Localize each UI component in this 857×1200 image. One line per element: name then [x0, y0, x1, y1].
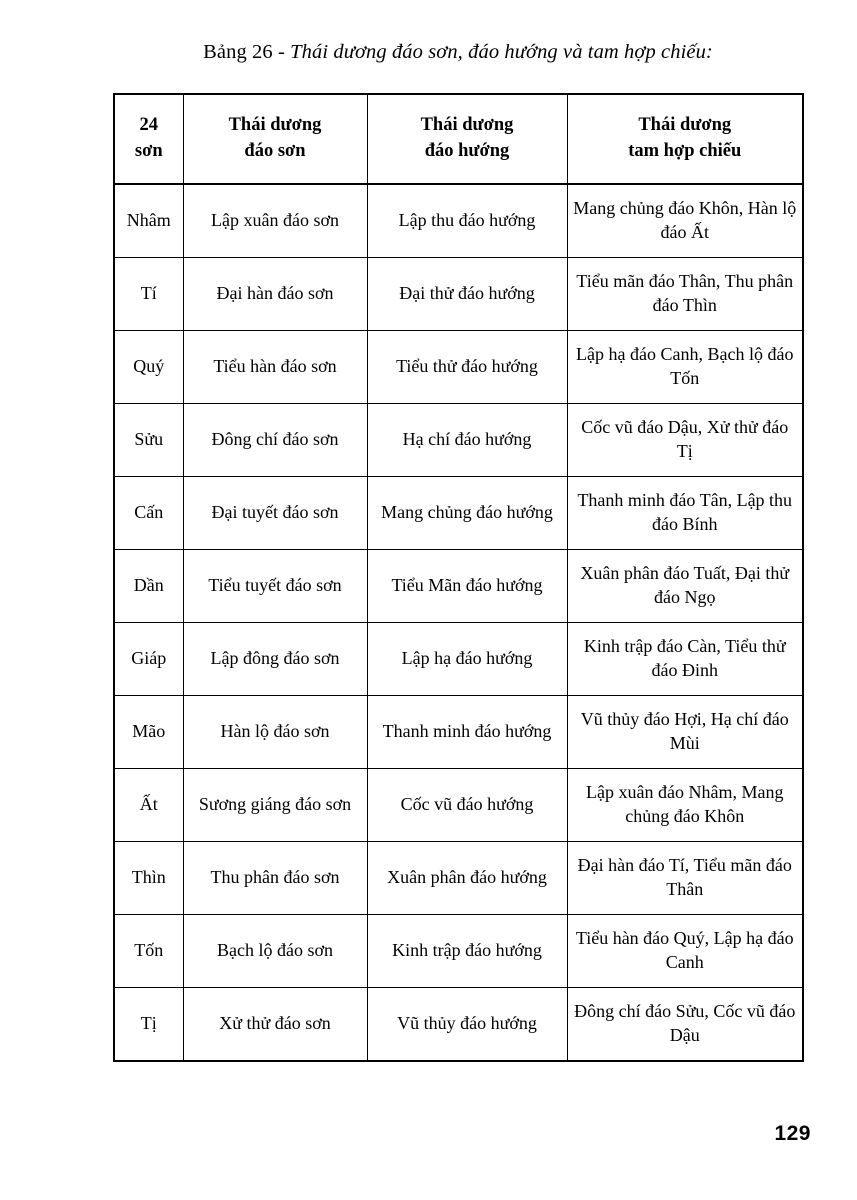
cell-tam-hop-chieu: Đông chí đáo Sửu, Cốc vũ đáo Dậu [567, 988, 803, 1062]
column-header-son [114, 94, 183, 184]
cell-son: Giáp [114, 623, 183, 696]
cell-dao-son: Bạch lộ đáo sơn [183, 915, 367, 988]
table-row [114, 184, 803, 258]
cell-dao-huong: Vũ thủy đáo hướng [367, 988, 567, 1062]
column-header-dao-huong [367, 94, 567, 184]
cell-tam-hop-chieu: Cốc vũ đáo Dậu, Xử thử đáo Tị [567, 404, 803, 477]
cell-son: Thìn [114, 842, 183, 915]
cell-tam-hop-chieu: Mang chủng đáo Khôn, Hàn lộ đáo Ất [567, 184, 803, 258]
table-row [114, 915, 803, 988]
cell-tam-hop-chieu: Thanh minh đáo Tân, Lập thu đáo Bính [567, 477, 803, 550]
table-row [114, 769, 803, 842]
cell-dao-huong: Kinh trập đáo hướng [367, 915, 567, 988]
cell-dao-son: Sương giáng đáo sơn [183, 769, 367, 842]
cell-dao-huong: Hạ chí đáo hướng [367, 404, 567, 477]
cell-dao-huong: Thanh minh đáo hướng [367, 696, 567, 769]
cell-dao-huong: Tiểu thử đáo hướng [367, 331, 567, 404]
cell-son: Tí [114, 258, 183, 331]
table-header-row [114, 94, 803, 184]
cell-dao-son: Lập đông đáo sơn [183, 623, 367, 696]
cell-son: Tị [114, 988, 183, 1062]
cell-dao-son: Đại hàn đáo sơn [183, 258, 367, 331]
cell-tam-hop-chieu: Vũ thủy đáo Hợi, Hạ chí đáo Mùi [567, 696, 803, 769]
cell-dao-huong: Cốc vũ đáo hướng [367, 769, 567, 842]
cell-dao-huong: Tiểu Mãn đáo hướng [367, 550, 567, 623]
column-header-son-line1: 24 [139, 115, 158, 136]
table-caption-title: Thái dương đáo sơn, đáo hướng và tam hợp chiếu: [290, 41, 713, 63]
cell-dao-huong: Mang chủng đáo hướng [367, 477, 567, 550]
cell-son: Sửu [114, 404, 183, 477]
table-container [113, 93, 802, 1062]
column-header-dao-son-line2: đáo sơn [244, 141, 306, 161]
cell-son: Tốn [114, 915, 183, 988]
cell-tam-hop-chieu: Kinh trập đáo Càn, Tiểu thử đáo Đinh [567, 623, 803, 696]
table-row [114, 258, 803, 331]
cell-dao-son: Tiểu tuyết đáo sơn [183, 550, 367, 623]
cell-dao-huong: Lập thu đáo hướng [367, 184, 567, 258]
cell-dao-huong: Đại thử đáo hướng [367, 258, 567, 331]
cell-tam-hop-chieu: Xuân phân đáo Tuất, Đại thử đáo Ngọ [567, 550, 803, 623]
cell-dao-son: Xử thử đáo sơn [183, 988, 367, 1062]
table-row [114, 696, 803, 769]
cell-son: Quý [114, 331, 183, 404]
table-row [114, 477, 803, 550]
cell-dao-son: Đại tuyết đáo sơn [183, 477, 367, 550]
column-header-tam-hop-chieu [567, 94, 803, 184]
cell-tam-hop-chieu: Lập xuân đáo Nhâm, Mang chủng đáo Khôn [567, 769, 803, 842]
column-header-dao-huong-line2: đáo hướng [424, 141, 510, 161]
cell-son: Cấn [114, 477, 183, 550]
table-body [114, 184, 803, 1061]
column-header-dao-huong-line1: Thái dương [420, 115, 514, 136]
cell-son: Dần [114, 550, 183, 623]
cell-dao-son: Hàn lộ đáo sơn [183, 696, 367, 769]
cell-tam-hop-chieu: Tiểu mãn đáo Thân, Thu phân đáo Thìn [567, 258, 803, 331]
cell-tam-hop-chieu: Lập hạ đáo Canh, Bạch lộ đáo Tốn [567, 331, 803, 404]
column-header-dao-son [183, 94, 367, 184]
column-header-dao-son-line1: Thái dương [228, 115, 322, 136]
cell-dao-huong: Xuân phân đáo hướng [367, 842, 567, 915]
thai-duong-table [113, 93, 804, 1062]
cell-dao-huong: Lập hạ đáo hướng [367, 623, 567, 696]
cell-tam-hop-chieu: Tiểu hàn đáo Quý, Lập hạ đáo Canh [567, 915, 803, 988]
page-number: 129 [774, 1122, 811, 1145]
column-header-tam-hop-chieu-line2: tam hợp chiếu [628, 141, 742, 161]
table-row [114, 623, 803, 696]
table-row [114, 331, 803, 404]
cell-dao-son: Thu phân đáo sơn [183, 842, 367, 915]
cell-dao-son: Đông chí đáo sơn [183, 404, 367, 477]
cell-son: Mão [114, 696, 183, 769]
cell-tam-hop-chieu: Đại hàn đáo Tí, Tiểu mãn đáo Thân [567, 842, 803, 915]
table-header [114, 94, 803, 184]
table-row [114, 404, 803, 477]
table-row [114, 842, 803, 915]
column-header-son-line2: sơn [134, 141, 163, 161]
table-caption-label: Bảng 26 - [203, 41, 291, 63]
table-caption [113, 40, 803, 66]
column-header-tam-hop-chieu-line1: Thái dương [638, 115, 732, 136]
cell-dao-son: Lập xuân đáo sơn [183, 184, 367, 258]
cell-son: Ất [114, 769, 183, 842]
table-row [114, 550, 803, 623]
cell-dao-son: Tiểu hàn đáo sơn [183, 331, 367, 404]
table-row [114, 988, 803, 1062]
cell-son: Nhâm [114, 184, 183, 258]
